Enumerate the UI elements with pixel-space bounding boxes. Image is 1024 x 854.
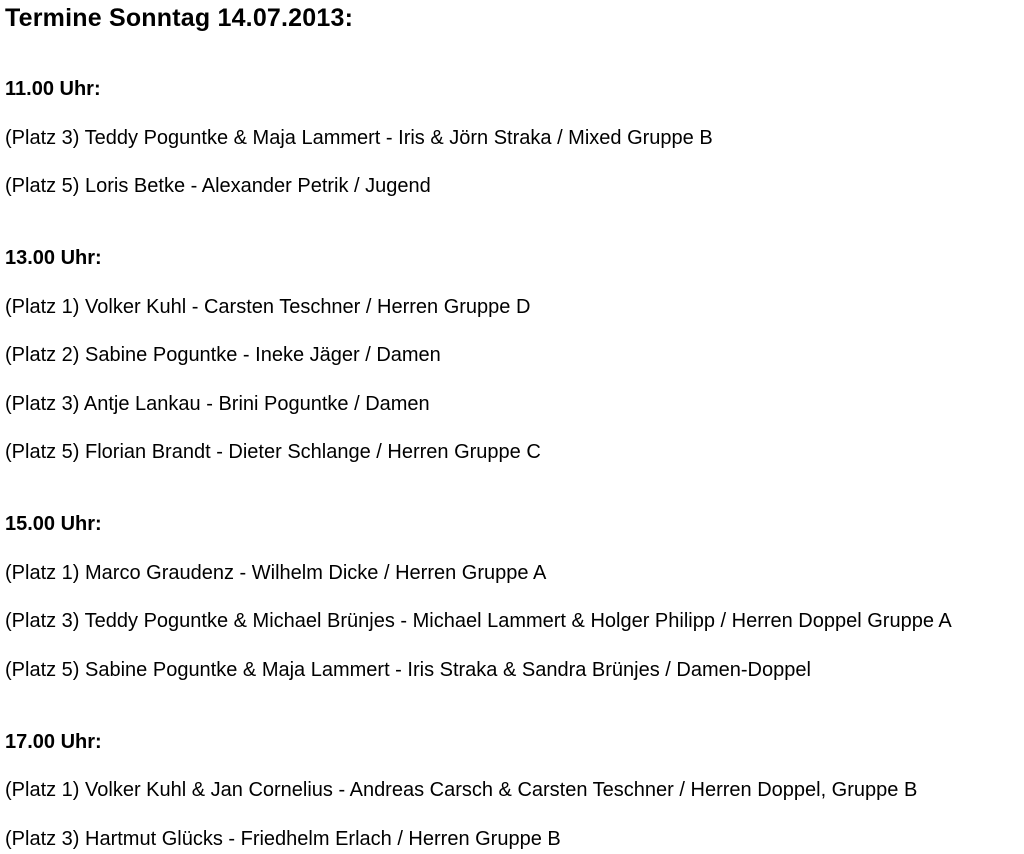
match-entry: (Platz 3) Teddy Poguntke & Maja Lammert - Iris & Jörn Straka / Mixed Gruppe B — [5, 126, 713, 149]
page-title: Termine Sonntag 14.07.2013: — [5, 4, 354, 32]
match-entry: (Platz 3) Teddy Poguntke & Michael Brünjes - Michael Lammert & Holger Philipp / Herren Doppel Gruppe A — [5, 610, 952, 632]
match-entry: (Platz 5) Sabine Poguntke & Maja Lammert - Iris Straka & Sandra Brünjes / Damen-Doppel — [5, 658, 811, 681]
match-entry: (Platz 1) Marco Graudenz - Wilhelm Dicke / Herren Gruppe A — [5, 561, 547, 584]
time-section-1500 — [5, 489, 1024, 682]
time-section-1700 — [5, 706, 1024, 851]
time-section-1300 — [5, 223, 1024, 465]
time-heading-1100: 11.00 Uhr: — [5, 78, 101, 100]
time-heading-1700: 17.00 Uhr: — [5, 730, 102, 753]
time-heading-1500: 15.00 Uhr: — [5, 513, 102, 535]
match-entry: (Platz 2) Sabine Poguntke - Ineke Jäger / Damen — [5, 344, 441, 366]
match-entry: (Platz 1) Volker Kuhl - Carsten Teschner / Herren Gruppe D — [5, 295, 531, 318]
match-entry: (Platz 1) Volker Kuhl & Jan Cornelius - Andreas Carsch & Carsten Teschner / Herren Doppel, Gruppe B — [5, 779, 918, 801]
time-section-1100 — [5, 77, 1024, 198]
match-entry: (Platz 3) Hartmut Glücks - Friedhelm Erlach / Herren Gruppe B — [5, 827, 561, 850]
time-heading-1300: 13.00 Uhr: — [5, 247, 102, 269]
match-entry: (Platz 5) Loris Betke - Alexander Petrik / Jugend — [5, 175, 431, 197]
match-entry: (Platz 3) Antje Lankau - Brini Poguntke / Damen — [5, 392, 430, 415]
match-entry: (Platz 5) Florian Brandt - Dieter Schlange / Herren Gruppe C — [5, 441, 541, 463]
